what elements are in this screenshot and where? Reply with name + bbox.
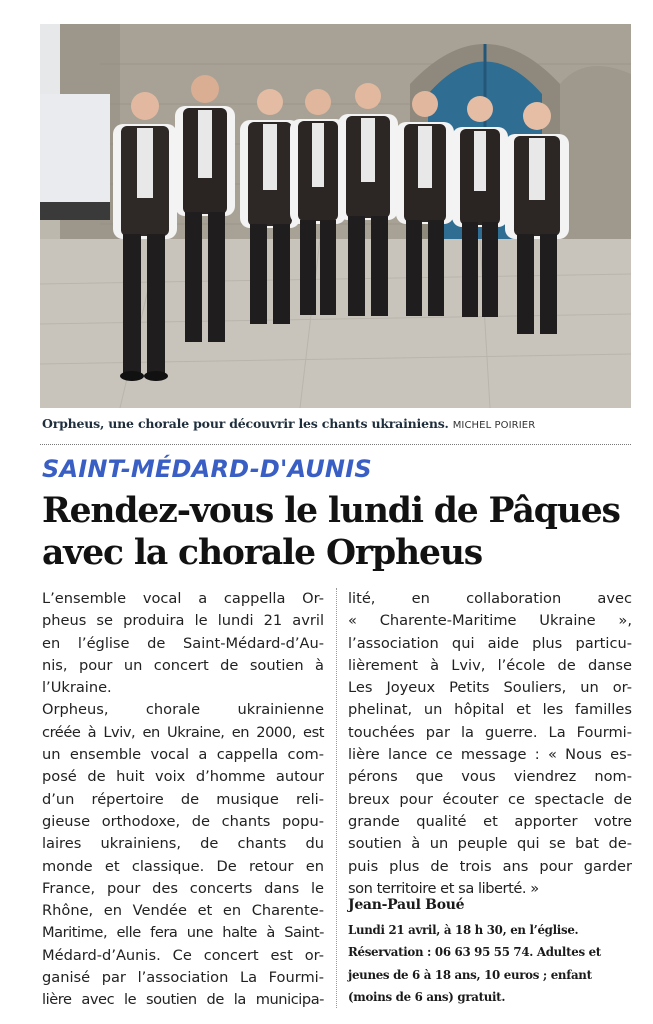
event-info (348, 919, 636, 1008)
body-column-left (42, 588, 324, 1012)
author-byline: Jean-Paul Boué (348, 897, 465, 913)
body-line: grande qualité et apporter votre (348, 812, 632, 830)
info-line: Lundi 21 avril, à 18 h 30, en l’église. (348, 923, 579, 937)
location-kicker: SAINT-MÉDARD-D'AUNIS (42, 455, 372, 483)
info-line: Réservation : 06 63 95 55 74. Adultes et (348, 945, 601, 960)
caption-text: Orpheus, une chorale pour découvrir les chants ukrainiens. (42, 416, 449, 431)
body-line: France, pour des concerts dans le (42, 879, 324, 897)
body-line: lière lance ce message : « Nous es- (348, 746, 632, 764)
body-line: Orpheus, chorale ukrainienne (42, 701, 324, 719)
body-line: Les Joyeux Petits Souliers, un or- (348, 679, 632, 697)
photo-credit: MICHEL POIRIER (452, 420, 536, 431)
body-line: « Charente-Maritime Ukraine », (348, 612, 632, 630)
body-line: L’ensemble vocal a cappella Or- (42, 590, 324, 607)
body-line: créée à Lviv, en Ukraine, en 2000, est (42, 723, 324, 741)
body-line: Rhône, en Vendée et en Charente- (42, 902, 324, 920)
body-line: monde et classique. De retour en (42, 857, 324, 875)
body-line: lièrement à Lviv, l’école de danse (348, 656, 632, 674)
body-line: l’association qui aide plus particu- (348, 634, 632, 652)
body-line: touchées par la guerre. La Fourmi- (348, 723, 632, 741)
body-line: pérons que vous viendrez nom- (348, 768, 632, 786)
section-divider (40, 444, 631, 445)
choir-photo (40, 24, 631, 408)
body-line: posé de huit voix d’homme autour (42, 768, 324, 786)
body-line: phelinat, un hôpital et les familles (348, 701, 632, 719)
body-line: son territoire et sa liberté. » (348, 879, 539, 897)
body-line: puis plus de trois ans pour garder (348, 857, 632, 875)
body-line: Médard-d’Aunis. Ce concert est or- (42, 946, 324, 964)
headline (42, 490, 642, 574)
headline-line-2: avec la chorale Orpheus (42, 533, 483, 573)
photo-caption (42, 416, 642, 434)
body-line: laires ukrainiens, de chants du (42, 835, 324, 853)
headline-line-1: Rendez-vous le lundi de Pâques (42, 491, 620, 531)
info-line: jeunes de 6 à 18 ans, 10 euros ; enfant (348, 967, 592, 982)
body-line: nis, pour un concert de soutien à (42, 656, 324, 674)
body-line: soutien à un peuple qui se bat de- (348, 835, 632, 853)
body-line: d’un répertoire de musique reli- (42, 790, 324, 808)
body-column-right (348, 588, 632, 900)
body-line: gieuse orthodoxe, de chants popu- (42, 812, 324, 830)
body-line: un ensemble vocal a cappella com- (42, 746, 324, 764)
body-line: lité, en collaboration avec (348, 590, 632, 607)
info-line: (moins de 6 ans) gratuit. (348, 989, 506, 1004)
body-line: pheus se produira le lundi 21 avril (42, 612, 324, 630)
column-divider (336, 588, 337, 1008)
body-line: l’Ukraine. (42, 679, 112, 697)
body-line: lière avec le soutien de la municipa- (42, 991, 324, 1009)
body-line: en l’église de Saint-Médard-d’Au- (42, 634, 324, 652)
body-line: breux pour écouter ce spectacle de (348, 790, 632, 808)
body-line: Maritime, elle fera une halte à Saint- (42, 924, 324, 942)
body-line: ganisé par l’association La Fourmi- (42, 969, 324, 987)
